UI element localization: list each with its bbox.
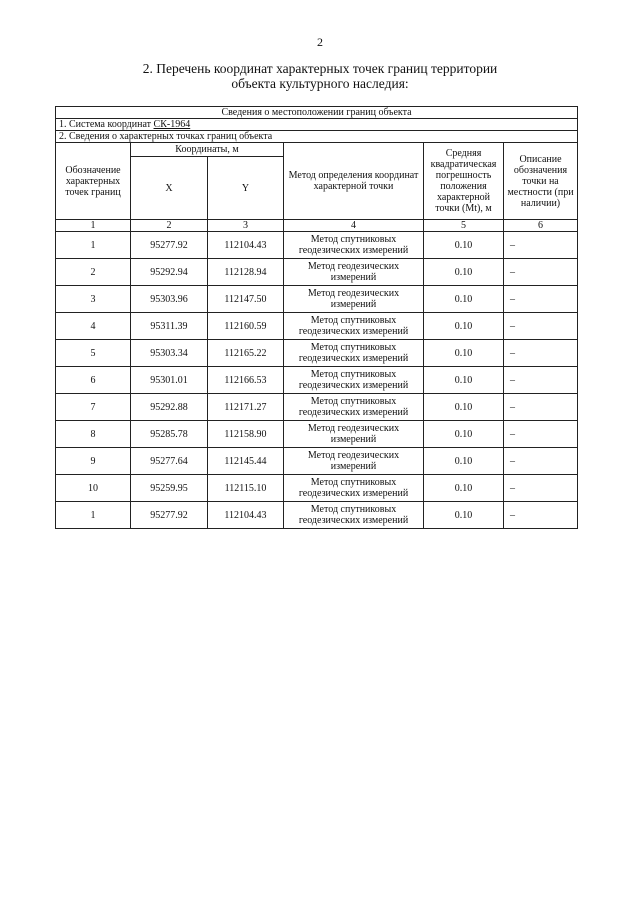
cell-x: 95301.01 bbox=[131, 367, 208, 394]
cell-x: 95277.64 bbox=[131, 448, 208, 475]
cell-y: 112165.22 bbox=[208, 340, 284, 367]
cell-description: – bbox=[504, 367, 578, 394]
table-row bbox=[56, 475, 578, 502]
cell-point: 8 bbox=[56, 421, 131, 448]
column-number: 2 bbox=[131, 220, 208, 232]
header-error: Средняя квадратическая погрешность положения характерной точки (Mt), м bbox=[424, 143, 504, 220]
cell-x: 95285.78 bbox=[131, 421, 208, 448]
column-number: 5 bbox=[424, 220, 504, 232]
cell-x: 95303.96 bbox=[131, 286, 208, 313]
cell-y: 112128.94 bbox=[208, 259, 284, 286]
cell-point: 5 bbox=[56, 340, 131, 367]
cell-y: 112104.43 bbox=[208, 232, 284, 259]
cell-point: 3 bbox=[56, 286, 131, 313]
section-heading bbox=[0, 61, 640, 91]
cell-x: 95292.94 bbox=[131, 259, 208, 286]
cell-error: 0.10 bbox=[424, 502, 504, 529]
cell-point: 1 bbox=[56, 232, 131, 259]
header-coords: Координаты, м bbox=[131, 143, 284, 157]
cell-y: 112160.59 bbox=[208, 313, 284, 340]
column-number: 4 bbox=[284, 220, 424, 232]
cell-x: 95292.88 bbox=[131, 394, 208, 421]
coordinate-system-value: СК-1964 bbox=[153, 119, 191, 130]
cell-description: – bbox=[504, 394, 578, 421]
table-row bbox=[56, 502, 578, 529]
cell-error: 0.10 bbox=[424, 448, 504, 475]
cell-y: 112171.27 bbox=[208, 394, 284, 421]
cell-x: 95311.39 bbox=[131, 313, 208, 340]
cell-point: 10 bbox=[56, 475, 131, 502]
cell-error: 0.10 bbox=[424, 340, 504, 367]
cell-x: 95303.34 bbox=[131, 340, 208, 367]
cell-error: 0.10 bbox=[424, 232, 504, 259]
table-row bbox=[56, 259, 578, 286]
cell-x: 95277.92 bbox=[131, 232, 208, 259]
cell-method: Метод геодезических измерений bbox=[284, 259, 424, 286]
table-row bbox=[56, 313, 578, 340]
cell-method: Метод геодезических измерений bbox=[284, 286, 424, 313]
cell-error: 0.10 bbox=[424, 394, 504, 421]
cell-description: – bbox=[504, 340, 578, 367]
table-row bbox=[56, 367, 578, 394]
table-row bbox=[56, 394, 578, 421]
cell-method: Метод спутниковых геодезических измерений bbox=[284, 367, 424, 394]
cell-error: 0.10 bbox=[424, 475, 504, 502]
header-method: Метод определения координат характерной точки bbox=[284, 143, 424, 220]
table-caption: Сведения о местоположении границ объекта bbox=[56, 107, 578, 119]
points-section-label: 2. Сведения о характерных точках границ объекта bbox=[56, 131, 578, 143]
table-row bbox=[56, 448, 578, 475]
cell-point: 9 bbox=[56, 448, 131, 475]
cell-error: 0.10 bbox=[424, 286, 504, 313]
table-row bbox=[56, 340, 578, 367]
cell-point: 6 bbox=[56, 367, 131, 394]
cell-description: – bbox=[504, 448, 578, 475]
cell-y: 112145.44 bbox=[208, 448, 284, 475]
coordinate-system-label: 1. Система координат bbox=[59, 119, 154, 130]
coordinate-system-row bbox=[56, 119, 578, 131]
cell-error: 0.10 bbox=[424, 259, 504, 286]
cell-point: 7 bbox=[56, 394, 131, 421]
cell-point: 4 bbox=[56, 313, 131, 340]
table-row bbox=[56, 286, 578, 313]
heading-line-2: объекта культурного наследия: bbox=[231, 76, 409, 91]
cell-y: 112115.10 bbox=[208, 475, 284, 502]
cell-method: Метод геодезических измерений bbox=[284, 448, 424, 475]
cell-method: Метод спутниковых геодезических измерений bbox=[284, 394, 424, 421]
cell-point: 1 bbox=[56, 502, 131, 529]
cell-x: 95259.95 bbox=[131, 475, 208, 502]
header-point: Обозначение характерных точек границ bbox=[56, 143, 131, 220]
cell-description: – bbox=[504, 286, 578, 313]
cell-method: Метод спутниковых геодезических измерений bbox=[284, 232, 424, 259]
cell-description: – bbox=[504, 421, 578, 448]
cell-description: – bbox=[504, 502, 578, 529]
cell-point: 2 bbox=[56, 259, 131, 286]
cell-description: – bbox=[504, 232, 578, 259]
column-number: 1 bbox=[56, 220, 131, 232]
cell-error: 0.10 bbox=[424, 421, 504, 448]
cell-y: 112166.53 bbox=[208, 367, 284, 394]
heading-line-1: 2. Перечень координат характерных точек границ территории bbox=[142, 61, 498, 76]
page-number: 2 bbox=[317, 35, 323, 49]
cell-y: 112158.90 bbox=[208, 421, 284, 448]
header-y: Y bbox=[208, 157, 284, 220]
cell-error: 0.10 bbox=[424, 313, 504, 340]
cell-method: Метод спутниковых геодезических измерений bbox=[284, 313, 424, 340]
cell-method: Метод спутниковых геодезических измерений bbox=[284, 475, 424, 502]
cell-error: 0.10 bbox=[424, 367, 504, 394]
cell-y: 112104.43 bbox=[208, 502, 284, 529]
column-number: 3 bbox=[208, 220, 284, 232]
cell-method: Метод спутниковых геодезических измерений bbox=[284, 502, 424, 529]
cell-method: Метод геодезических измерений bbox=[284, 421, 424, 448]
cell-description: – bbox=[504, 475, 578, 502]
cell-description: – bbox=[504, 313, 578, 340]
cell-x: 95277.92 bbox=[131, 502, 208, 529]
cell-y: 112147.50 bbox=[208, 286, 284, 313]
coordinates-table bbox=[55, 106, 578, 529]
table-row bbox=[56, 421, 578, 448]
cell-description: – bbox=[504, 259, 578, 286]
table-row bbox=[56, 232, 578, 259]
header-x: X bbox=[131, 157, 208, 220]
column-number: 6 bbox=[504, 220, 578, 232]
header-description: Описание обозначения точки на местности (при наличии) bbox=[504, 143, 578, 220]
cell-method: Метод спутниковых геодезических измерений bbox=[284, 340, 424, 367]
